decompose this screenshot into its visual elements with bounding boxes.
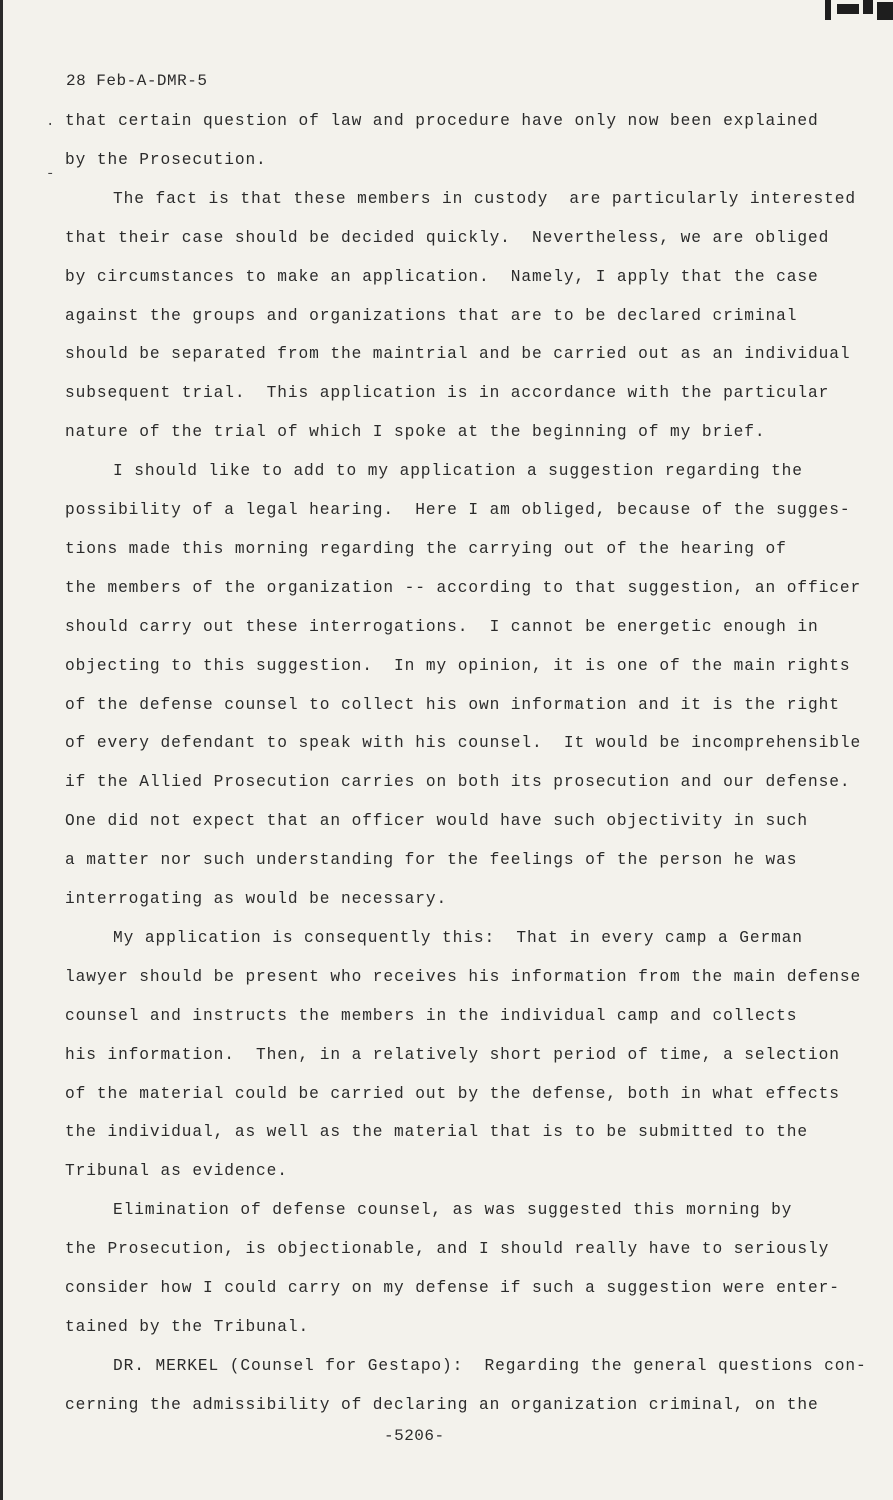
text-line: Tribunal as evidence. bbox=[65, 1162, 288, 1181]
margin-dash-mark: - bbox=[46, 166, 55, 182]
text-line: lawyer should be present who receives his information from the main defense bbox=[65, 967, 862, 986]
text-line: of the defense counsel to collect his own information and it is the right bbox=[65, 695, 840, 714]
text-line: cerning the admissibility of declaring an organization criminal, on the bbox=[65, 1395, 819, 1414]
text-line: by circumstances to make an application. Namely, I apply that the case bbox=[65, 267, 819, 286]
text-line: the individual, as well as the material that is to be submitted to the bbox=[65, 1123, 808, 1142]
text-line: consider how I could carry on my defense if such a suggestion were enter- bbox=[65, 1279, 840, 1297]
text-line: My application is consequently this: That in every camp a German bbox=[113, 928, 803, 947]
text-line: of every defendant to speak with his counsel. It would be incomprehensible bbox=[65, 734, 862, 753]
text-line: Elimination of defense counsel, as was suggested this morning by bbox=[113, 1201, 793, 1220]
page-edge bbox=[0, 0, 3, 1500]
text-line: DR. MERKEL (Counsel for Gestapo): Regarding the general questions con- bbox=[113, 1356, 867, 1375]
text-line: the members of the organization -- according to that suggestion, an officer bbox=[65, 578, 862, 597]
text-line: nature of the trial of which I spoke at the beginning of my brief. bbox=[65, 423, 766, 442]
text-line: interrogating as would be necessary. bbox=[65, 890, 448, 908]
text-line: against the groups and organizations that are to be declared criminal bbox=[65, 306, 798, 325]
document-header: 28 Feb-A-DMR-5 bbox=[66, 72, 208, 90]
text-line: objecting to this suggestion. In my opinion, it is one of the main rights bbox=[65, 656, 851, 675]
text-line: the Prosecution, is objectionable, and I should really have to seriously bbox=[65, 1240, 830, 1259]
text-line: One did not expect that an officer would have such objectivity in such bbox=[65, 812, 808, 831]
binder-clip bbox=[823, 0, 893, 22]
text-line: of the material could be carried out by the defense, both in what effects bbox=[65, 1084, 840, 1103]
margin-dot-mark: · bbox=[46, 117, 55, 133]
text-line: possibility of a legal hearing. Here I am obliged, because of the sugges- bbox=[65, 501, 851, 519]
text-line: tained by the Tribunal. bbox=[65, 1317, 310, 1336]
text-line: a matter nor such understanding for the feelings of the person he was bbox=[65, 851, 798, 870]
page-number: -5206- bbox=[384, 1427, 445, 1445]
text-line: should carry out these interrogations. I cannot be energetic enough in bbox=[65, 617, 819, 636]
text-line: subsequent trial. This application is in accordance with the particular bbox=[65, 384, 830, 403]
text-line: counsel and instructs the members in the individual camp and collects bbox=[65, 1006, 798, 1025]
text-line: tions made this morning regarding the carrying out of the hearing of bbox=[65, 539, 787, 558]
text-line: his information. Then, in a relatively short period of time, a selection bbox=[65, 1045, 840, 1064]
text-line: if the Allied Prosecution carries on both its prosecution and our defense. bbox=[65, 773, 851, 792]
text-line: I should like to add to my application a suggestion regarding the bbox=[113, 462, 803, 481]
text-line: The fact is that these members in custody are particularly interested bbox=[113, 189, 856, 208]
text-line: should be separated from the maintrial and be carried out as an individual bbox=[65, 345, 851, 364]
text-line: that certain question of law and procedure have only now been explained bbox=[65, 112, 819, 130]
text-line: that their case should be decided quickly. Nevertheless, we are obliged bbox=[65, 228, 830, 247]
text-line: by the Prosecution. bbox=[65, 150, 267, 169]
